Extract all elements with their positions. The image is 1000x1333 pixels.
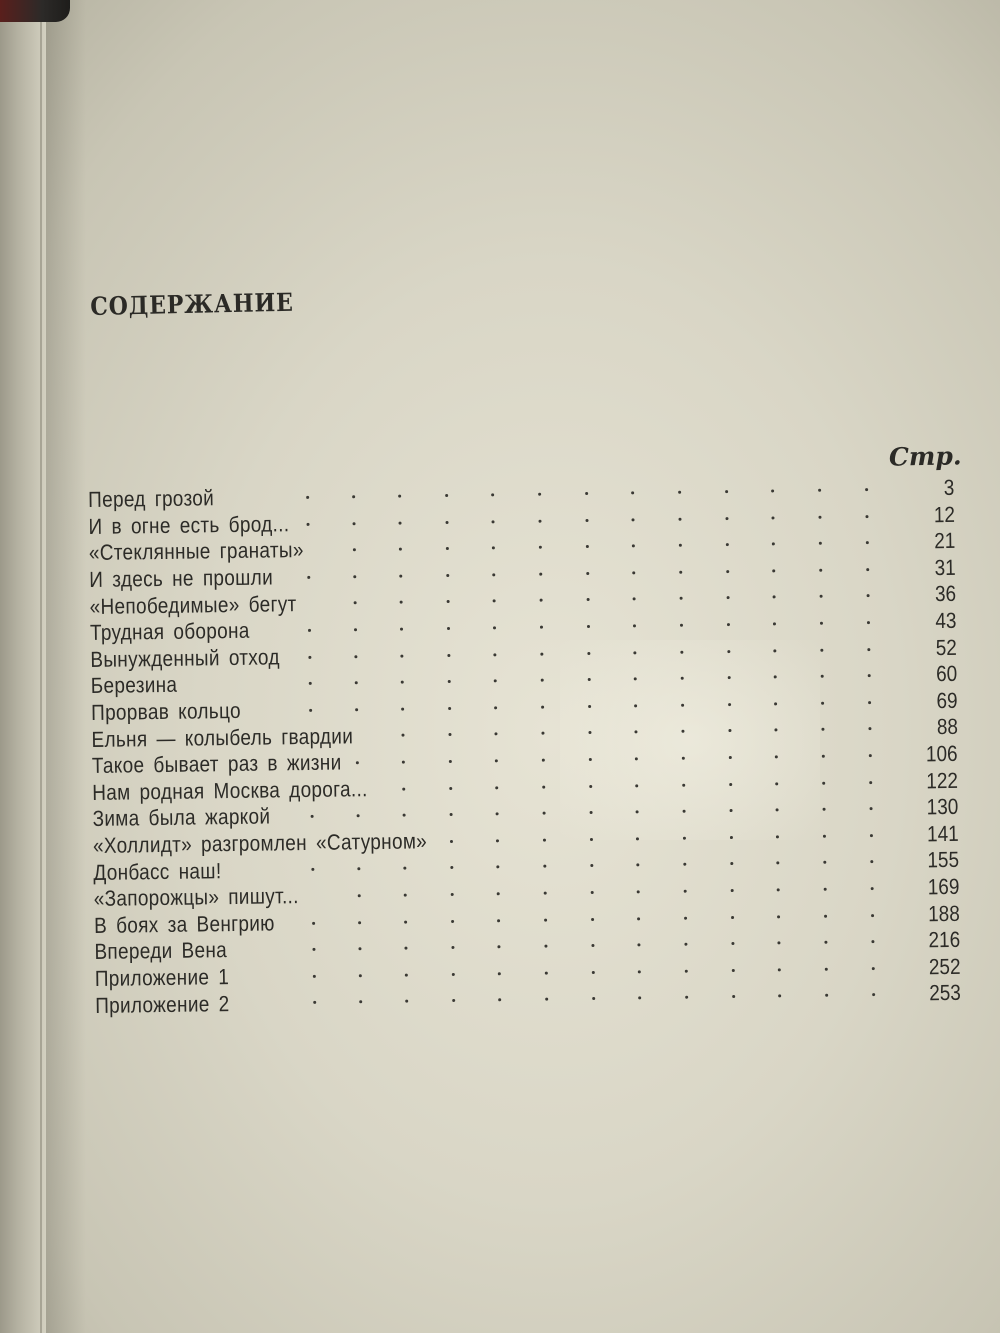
leader-dot <box>868 727 871 730</box>
leader-dot <box>405 1000 408 1003</box>
toc-entry-page-number: 188 <box>928 900 961 926</box>
leader-dot <box>773 649 776 652</box>
leader-dot <box>636 810 639 813</box>
leader-dot <box>542 759 545 762</box>
leader-dot <box>636 864 639 867</box>
toc-entry-title: Приложение 1 <box>94 964 230 991</box>
leader-dot <box>400 628 403 631</box>
leader-dot <box>872 993 875 996</box>
leader-dot <box>823 808 826 811</box>
leader-dot <box>587 652 590 655</box>
toc-entry-title: Приложение 2 <box>95 990 230 1018</box>
leader-dot <box>681 730 684 733</box>
leader-dot <box>682 757 685 760</box>
leader-dot <box>309 682 312 685</box>
leader-dot <box>585 519 588 522</box>
leader-dot <box>359 974 362 977</box>
leader-dot <box>824 914 827 917</box>
toc-entry-page-number: 122 <box>926 767 959 793</box>
leader-dot <box>357 868 360 871</box>
leader-dot <box>448 733 451 736</box>
leader-dot <box>821 675 824 678</box>
leader-dot <box>307 523 310 526</box>
leader-dot <box>586 572 589 575</box>
leader-dot <box>731 889 734 892</box>
leader-dot <box>591 891 594 894</box>
leader-dot <box>637 917 640 920</box>
leader-dot <box>404 920 407 923</box>
leader-dot <box>587 598 590 601</box>
leader-dot <box>731 916 734 919</box>
toc-entry-page-number: 141 <box>927 820 960 847</box>
leader-dot <box>542 785 545 788</box>
leader-dot <box>496 839 499 842</box>
leader-dot <box>771 516 774 519</box>
leader-dot <box>638 997 641 1000</box>
leader-dot <box>681 703 684 706</box>
leader-dot <box>823 861 826 864</box>
leader-dot <box>452 999 455 1002</box>
leader-dot <box>632 545 635 548</box>
leader-dot <box>307 576 310 579</box>
leader-dot <box>821 701 824 704</box>
leader-dot <box>309 709 312 712</box>
leader-dot <box>399 548 402 551</box>
leader-dot <box>778 968 781 971</box>
leader-dot <box>491 493 494 496</box>
leader-dot <box>867 648 870 651</box>
leader-dot <box>865 515 868 518</box>
leader-dot <box>447 654 450 657</box>
toc-entry-page-number: 88 <box>936 714 958 740</box>
leader-dot <box>401 734 404 737</box>
leader-dot <box>866 568 869 571</box>
leader-dot <box>727 650 730 653</box>
leader-dot <box>820 648 823 651</box>
leader-dot <box>684 916 687 919</box>
leader-dot <box>355 681 358 684</box>
leader-dot <box>354 628 357 631</box>
leader-dot <box>359 1001 362 1004</box>
leader-dot <box>402 761 405 764</box>
leader-dot <box>497 945 500 948</box>
leader-dot <box>541 732 544 735</box>
leader-dot <box>870 807 873 810</box>
leader-dot <box>450 813 453 816</box>
leader-dot <box>541 679 544 682</box>
leader-dot <box>451 893 454 896</box>
leader-dot <box>771 489 774 492</box>
leader-dot <box>450 866 453 869</box>
leader-dot <box>726 570 729 573</box>
toc-entry-page-number: 60 <box>935 661 957 687</box>
leader-dot <box>825 967 828 970</box>
leader-dot <box>683 863 686 866</box>
toc-entry-title: «Стеклянные гранаты» <box>88 537 304 566</box>
leader-dot <box>730 809 733 812</box>
toc-entry-title: И в огне есть брод... <box>88 511 290 539</box>
leader-dot <box>867 621 870 624</box>
leader-dot <box>358 947 361 950</box>
leader-dot <box>358 921 361 924</box>
leader-dot <box>492 547 495 550</box>
toc-entry-page-number: 169 <box>927 873 960 900</box>
leader-dot <box>732 995 735 998</box>
leader-dot <box>494 706 497 709</box>
leader-dot <box>728 676 731 679</box>
leader-dot <box>592 971 595 974</box>
leader-dot <box>632 571 635 574</box>
leader-dot <box>818 489 821 492</box>
leader-dot <box>451 919 454 922</box>
toc-entry-page-number: 21 <box>933 528 956 554</box>
leader-dot <box>446 521 449 524</box>
leader-dot <box>870 860 873 863</box>
leader-dot <box>450 840 453 843</box>
leader-dot <box>448 707 451 710</box>
toc-entry-page-number: 216 <box>928 926 961 953</box>
leader-dot <box>308 629 311 632</box>
leader-dot <box>538 519 541 522</box>
leader-dot <box>587 625 590 628</box>
toc-entry-title: Нам родная Москва дорога... <box>92 775 368 805</box>
leader-dot <box>447 600 450 603</box>
toc-entry-title: «Запорожцы» пишут... <box>93 883 299 912</box>
toc-entry-title: «Непобедимые» бегут <box>89 590 297 619</box>
leader-dot <box>311 868 314 871</box>
leader-dot <box>775 755 778 758</box>
leader-dot <box>590 864 593 867</box>
leader-dot <box>773 622 776 625</box>
leader-dot <box>353 522 356 525</box>
leader-dot <box>311 815 314 818</box>
leader-dot <box>495 786 498 789</box>
pages-column-header: Стр. <box>888 441 962 472</box>
leader-dot <box>868 701 871 704</box>
leader-dot <box>308 655 311 658</box>
toc-entry-page-number: 3 <box>943 474 955 501</box>
leader-dot <box>353 575 356 578</box>
leader-dot <box>589 758 592 761</box>
leader-dot <box>774 702 777 705</box>
leader-dot <box>729 756 732 759</box>
toc-entry-title: И здесь не прошли <box>89 564 274 593</box>
leader-dot <box>727 596 730 599</box>
leader-dot <box>588 705 591 708</box>
toc-entry-page-number: 43 <box>934 607 957 634</box>
leader-dot <box>868 674 871 677</box>
leader-dot <box>590 838 593 841</box>
leader-dot <box>538 493 541 496</box>
leader-dot <box>730 862 733 865</box>
leader-dot <box>404 893 407 896</box>
leader-dot <box>401 681 404 684</box>
leader-dot <box>497 892 500 895</box>
leader-dot <box>496 812 499 815</box>
leader-dot <box>540 599 543 602</box>
leader-dot <box>819 542 822 545</box>
leader-dot <box>776 835 779 838</box>
leader-dot <box>495 759 498 762</box>
leader-dot <box>637 943 640 946</box>
leader-dot <box>776 862 779 865</box>
leader-dot <box>354 655 357 658</box>
leader-dot <box>544 892 547 895</box>
leader-dot <box>866 541 869 544</box>
toc-entry-title: Вынужденный отход <box>90 644 280 672</box>
leader-dot <box>774 729 777 732</box>
leader-dot <box>539 572 542 575</box>
leader-dot <box>635 757 638 760</box>
toc-entry-title: Такое бывает раз в жизни <box>91 749 342 779</box>
leader-dot <box>818 515 821 518</box>
leader-dot <box>356 761 359 764</box>
leader-dot <box>592 997 595 1000</box>
leader-dot <box>680 650 683 653</box>
leader-dot <box>634 678 637 681</box>
leader-dot <box>776 809 779 812</box>
leader-dot <box>497 919 500 922</box>
leader-dot <box>820 595 823 598</box>
toc-entry-page-number: 36 <box>934 581 956 607</box>
leader-dot <box>313 975 316 978</box>
leader-dot <box>633 651 636 654</box>
leader-dot <box>728 703 731 706</box>
leader-dot <box>498 972 501 975</box>
leader-dot <box>730 836 733 839</box>
leader-dot <box>404 947 407 950</box>
leader-dot <box>403 867 406 870</box>
toc-entry-title: Березина <box>90 672 178 699</box>
leader-dot <box>634 704 637 707</box>
leader-dot <box>447 627 450 630</box>
leader-dot <box>544 918 547 921</box>
leader-dot <box>591 944 594 947</box>
leader-dot <box>731 942 734 945</box>
leader-dot <box>445 494 448 497</box>
leader-dot <box>403 814 406 817</box>
leader-dot <box>355 708 358 711</box>
leader-dot <box>543 838 546 841</box>
leader-dot <box>678 491 681 494</box>
leader-dot <box>590 811 593 814</box>
leader-dot <box>633 624 636 627</box>
leader-dot <box>871 887 874 890</box>
leader-dot <box>865 488 868 491</box>
toc-entry-title: Ельня — колыбель гвардии <box>91 722 354 752</box>
leader-dot <box>496 866 499 869</box>
leader-dot <box>634 731 637 734</box>
leader-dot <box>872 967 875 970</box>
toc-entry-page-number: 155 <box>927 847 960 873</box>
leader-dot <box>541 705 544 708</box>
leader-dot <box>727 623 730 626</box>
leader-dot <box>678 517 681 520</box>
leader-dot <box>775 782 778 785</box>
leader-dot <box>585 492 588 495</box>
leader-dot <box>777 941 780 944</box>
toc-entry-title: Впереди Вена <box>94 937 228 965</box>
leader-dot <box>732 969 735 972</box>
leader-dot <box>822 755 825 758</box>
leader-dot <box>399 521 402 524</box>
leader-dot <box>398 495 401 498</box>
spine-edge <box>40 0 42 1333</box>
leader-dot <box>772 543 775 546</box>
leader-dot <box>353 548 356 551</box>
leader-dot <box>494 733 497 736</box>
leader-dot <box>492 573 495 576</box>
leader-dot <box>870 834 873 837</box>
leader-dot <box>357 814 360 817</box>
toc-title: СОДЕРЖАНИЕ <box>90 287 295 321</box>
book-cover-corner <box>0 0 70 22</box>
leader-dot <box>867 594 870 597</box>
toc-entry-page-number: 12 <box>933 501 955 527</box>
leader-dot <box>869 781 872 784</box>
toc-entry-title: Перед грозой <box>88 485 215 513</box>
leader-dot <box>631 518 634 521</box>
leader-dot <box>354 602 357 605</box>
leader-dot <box>683 810 686 813</box>
leader-dot <box>588 678 591 681</box>
toc-entry-title: Трудная оборона <box>89 618 250 646</box>
leader-dot <box>451 946 454 949</box>
leader-dot <box>400 654 403 657</box>
leader-dot <box>452 973 455 976</box>
leader-dot <box>821 728 824 731</box>
leader-dot <box>540 626 543 629</box>
leader-dot <box>446 574 449 577</box>
leader-dot <box>545 998 548 1001</box>
leader-dot <box>685 996 688 999</box>
toc-entry-page-number: 253 <box>929 980 962 1006</box>
leader-dot <box>449 786 452 789</box>
leader-dot <box>493 653 496 656</box>
leader-dot <box>312 921 315 924</box>
leader-dot <box>312 948 315 951</box>
leader-dot <box>539 546 542 549</box>
leader-dot <box>869 754 872 757</box>
leader-dot <box>822 781 825 784</box>
toc-entry-title: Зима была жаркой <box>92 803 271 832</box>
toc-entry-title: Прорвав кольцо <box>90 697 242 726</box>
toc-entry-page-number: 52 <box>935 634 957 660</box>
leader-dot <box>493 600 496 603</box>
leader-dot <box>633 598 636 601</box>
toc-entry-page-number: 69 <box>935 687 958 713</box>
leader-dot <box>824 888 827 891</box>
leader-dot <box>680 597 683 600</box>
leader-dot <box>586 545 589 548</box>
toc-entry-title: В боях за Венгрию <box>93 910 275 938</box>
leader-dot <box>545 971 548 974</box>
leader-dot <box>399 574 402 577</box>
leader-dot <box>685 969 688 972</box>
leader-dot <box>493 626 496 629</box>
leader-dot <box>823 834 826 837</box>
leader-dot <box>544 945 547 948</box>
leader-dot <box>494 679 497 682</box>
leader-dot <box>820 622 823 625</box>
leader-dot <box>306 496 309 499</box>
leader-dot <box>684 890 687 893</box>
leader-dot <box>871 940 874 943</box>
leader-dot <box>588 731 591 734</box>
leader-dot <box>631 491 634 494</box>
leader-dot <box>729 783 732 786</box>
leader-dot <box>772 569 775 572</box>
leader-dot <box>683 836 686 839</box>
leader-dot <box>448 680 451 683</box>
leader-dot <box>684 943 687 946</box>
leader-dot <box>680 624 683 627</box>
toc-entry-page-number: 252 <box>929 953 961 979</box>
leader-dot <box>681 677 684 680</box>
leader-dot <box>824 941 827 944</box>
toc-entry-page-number: 106 <box>926 740 958 767</box>
leader-dot <box>405 973 408 976</box>
leader-dot <box>825 994 828 997</box>
leader-dot <box>635 784 638 787</box>
leader-dot <box>313 1001 316 1004</box>
leader-dot <box>589 785 592 788</box>
leader-dot <box>400 601 403 604</box>
leader-dot <box>679 544 682 547</box>
leader-dot <box>358 894 361 897</box>
leader-dot <box>725 490 728 493</box>
leader-dot <box>402 787 405 790</box>
toc-list <box>88 475 961 1019</box>
toc-entry-title: Донбасс наш! <box>93 857 222 885</box>
toc-entry-page-number: 31 <box>933 554 956 580</box>
leader-dot <box>543 812 546 815</box>
leader-dot <box>637 890 640 893</box>
leader-dot <box>449 760 452 763</box>
leader-dot <box>871 914 874 917</box>
leader-dot <box>498 999 501 1002</box>
leader-dot <box>446 547 449 550</box>
fold-shadow <box>46 0 86 1333</box>
leader-dot <box>777 915 780 918</box>
leader-dot <box>591 917 594 920</box>
leader-dot <box>540 652 543 655</box>
leader-dot <box>777 888 780 891</box>
toc-entry-title: «Холлидт» разгромлен «Сатурном» <box>92 828 428 858</box>
leader-dot <box>682 783 685 786</box>
leader-dot <box>726 543 729 546</box>
leader-dot <box>778 995 781 998</box>
leader-dot <box>636 837 639 840</box>
leader-dot <box>774 676 777 679</box>
leader-dot <box>352 495 355 498</box>
leader-dot <box>728 729 731 732</box>
leader-dot <box>819 569 822 572</box>
leader-dot <box>543 865 546 868</box>
leader-dot <box>725 517 728 520</box>
toc-entry-page-number: 130 <box>926 794 959 820</box>
leader-dot <box>638 970 641 973</box>
leader-dot <box>491 520 494 523</box>
leader-dot <box>679 570 682 573</box>
leader-dot <box>401 707 404 710</box>
leader-dot <box>773 596 776 599</box>
